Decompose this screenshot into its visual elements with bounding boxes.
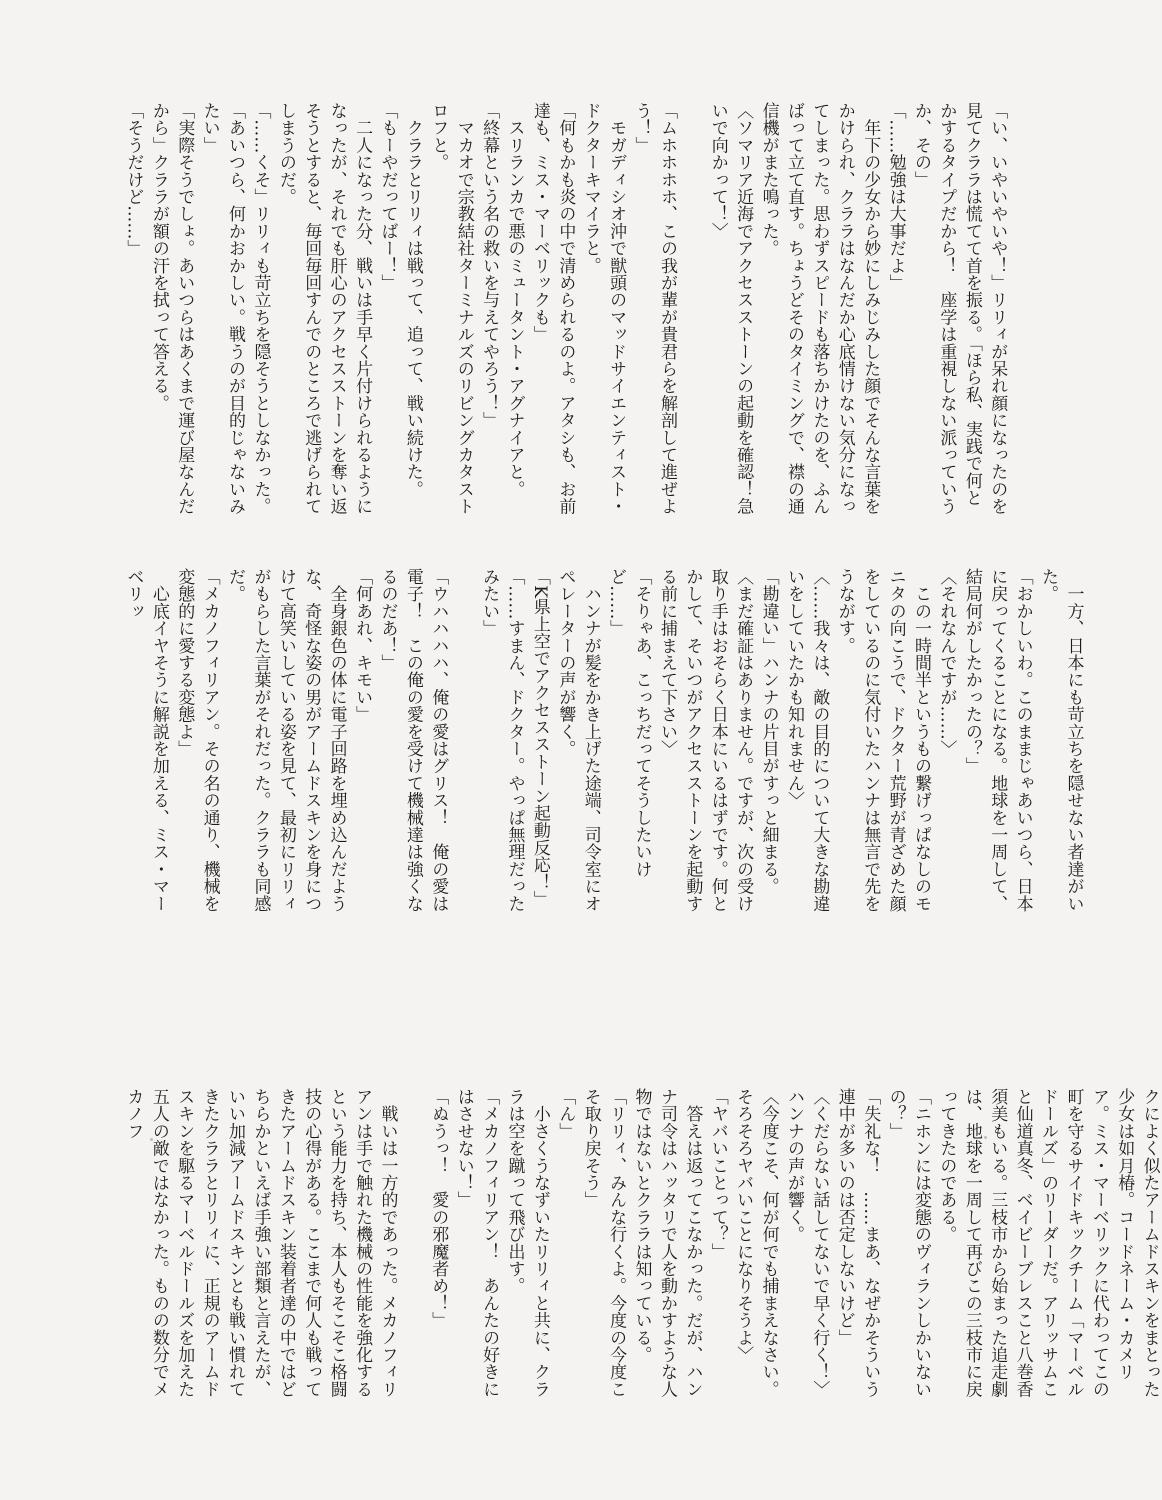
paragraph: 「何あれ、キモい」 [352, 568, 373, 723]
paragraph: 〈くだらない話してないで早く行く！〉ハンナの声が響く。 [783, 1088, 830, 1398]
paragraph: 「何もかも炎の中で清められるのよ。アタシも、お前達も、ミス・マーベリックも」 [529, 102, 576, 515]
paragraph: 「ん」 [555, 1088, 576, 1140]
paragraph: 「そうだけど……」 [123, 102, 144, 257]
paragraph: ハンナが髪をかき上げた途端、司令室にオペレーターの声が響く。 [555, 568, 601, 912]
paragraph: 戦いは一方的であった。メカノフィリアンは手で触れた機械の性能を強化するという能力を持ち、本人もそこそこ格闘技の心得がある。ここまで何人も戦ってきたアームドスキン装着者達の中ではどちらかといえば手強い部類と言えたが、いい加減アームドスキンとも戦い慣れてきたクララとリリィに、正規のアームドスキンを駆るマーベルドールズを加えた五人の敵ではなかった。ものの数分でメカノフ [123, 1088, 398, 1398]
paragraph: 「おかしいわ。このままじゃあいつら、日本に戻ってくることになる。地球を一周して、結局何がしたかったの？」 [961, 568, 1033, 912]
paragraph: 「リリィ、みんな行くよ。今度の今度こそ取り戻そう」 [580, 1088, 627, 1398]
paragraph: スリランカで悪のミュータント・アグナイアと。 [504, 102, 525, 498]
paragraph: 「……すまん、ドクター。やっぱ無理だったみたい」 [479, 568, 525, 912]
paragraph: 「い、いやいやいや！」リリィが呆れ顔になったのを見てクララは慌てて首を振る。「ほら私、実践で何とかするタイプだから！ 座学は重視しない派っていうか、その」 [911, 102, 1008, 515]
paragraph: 「……勉強は大事だよ」 [885, 102, 906, 292]
blank-line [399, 1088, 424, 1408]
paragraph: クによく似たアームドスキンをまとった少女は如月椿。コードネーム・カメリア。ミス・マーベリックに代わってこの町を守るサイドキックチーム「マーベルドールズ」のリーダーだ。アリッサムこと仙道真冬、ベイビーブレスこと八巻香須美もいる。三枝市から始まった追走劇は、地球を一周して再びこの三枝市に戻ってきたのである。 [936, 1088, 1160, 1398]
paragraph: 「実際そうでしょ。あいつらはあくまで運び屋なんだから」クララが額の汗を拭って答える。 [148, 102, 195, 515]
text-tier-middle [120, 568, 1084, 914]
paragraph: 年下の少女から妙にしみじみした顔でそんな言葉をかけられ、クララはなんだか心底情けない気分になってしまった。思わずスピードも落ちかけたのを、ふんばって立て直す。ちょうどそのタイミングで、襟の通信機がまた鳴った。 [758, 102, 881, 515]
paragraph: 小さくうなずいたリリィと共に、クララは空を蹴って飛び出す。 [504, 1088, 550, 1398]
paragraph: 全身銀色の体に電子回路を埋め込んだような、奇怪な姿の男がアームドスキンを身につけて高笑いしている姿を見て、最初にリリィがもらした言葉がそれだった。クララも同感だ。 [225, 568, 347, 912]
vertical-text-block [120, 568, 1085, 914]
paragraph: 「……くそ」リリィも苛立ちを隠そうとしなかった。 [250, 102, 271, 515]
paragraph: 「もーやだってばー！」 [377, 102, 398, 292]
paragraph: 「メカノフィリアン！ あんたの好きにはさせない！」 [453, 1088, 500, 1398]
paragraph: クララとリリィは戦って、追って、戦い続けた。 [402, 102, 423, 498]
paragraph: 「K県上空でアクセスストーン起動反応！」 [529, 568, 550, 908]
paragraph: 〈まだ確証はありません。ですが、次の受け取り手はおそらく日本にいるはずです。何とかして、そいつがアクセスストーンを起動する前に捕まえて下さい〉 [656, 568, 754, 912]
paragraph: 「終幕という名の救いを与えてやろう！」 [479, 102, 500, 429]
paragraph: マカオで宗教結社ターミナルズのリビングカタストロフと。 [428, 102, 474, 515]
paragraph: 「そりゃあ、こっちだってそうしたいけど……」 [606, 568, 652, 878]
text-tier-bottom [120, 1088, 1160, 1408]
paragraph: 「メカノフィリアン。その名の通り、機械を変態的に愛する変態よ」 [174, 568, 220, 912]
paragraph: 〈今度こそ、何が何でも捕まえなさい。そろそろヤバいことになりそうよ〉 [733, 1088, 779, 1398]
paragraph: 二人になった分、戦いは手早く片付けられるようになったが、それでも肝心のアクセスストーンを奪い返そうとすると、毎回毎回すんでのところで逃げられてしまうのだ。 [275, 102, 373, 515]
blank-line [450, 568, 475, 914]
paragraph: 〈……我々は、敵の目的について大きな勘違いをしていたかも知れません〉 [783, 568, 830, 912]
paragraph: 「勘違い」ハンナの片目がすっと細まる。 [758, 568, 779, 895]
paragraph: モガディシオ沖で獣頭のマッドサイエンティスト・ドクターキマイラと。 [580, 102, 627, 515]
paragraph: 「失礼な！ ……まあ、なぜかそういう連中が多いのは否定しないけど」 [834, 1088, 881, 1398]
paragraph: 「ヤバいことって？」 [707, 1088, 728, 1260]
paragraph: 〈それなんですが……〉 [936, 568, 957, 758]
blank-line [679, 102, 704, 518]
text-tier-top [120, 102, 1008, 518]
paragraph: 〈ソマリア近海でアクセスストーンの起動を確認！急いで向かって！〉 [707, 102, 754, 515]
paragraph: 「あいつら、何かおかしい。戦うのが目的じゃないみたい」 [199, 102, 246, 515]
vertical-text-block [120, 102, 1009, 518]
paragraph: 「ウハハハハ、俺の愛はグリス！ 俺の愛は電子！ この俺の愛を受けて機械達は強くなるのだあ！」 [377, 568, 449, 912]
vertical-text-block [120, 1088, 1162, 1408]
paragraph: 心底イヤそうに解説を加える、ミス・マーベリッ [123, 568, 169, 912]
paragraph: 一方、日本にも苛立ちを隠せない者達がいた。 [1038, 568, 1084, 912]
paragraph: 「ぬうっ！ 愛の邪魔者め！」 [428, 1088, 449, 1329]
paragraph: 「ムホホホホ、この我が輩が貴君らを解剖して進ぜよう！」 [631, 102, 677, 515]
paragraph: 「ニホンには変態のヴィランしかいないの？」 [885, 1088, 931, 1398]
paragraph: 答えは返ってこなかった。だが、ハンナ司令はハッタリで人を動かすような人物ではないとクララは知っている。 [631, 1088, 703, 1398]
paragraph: この一時間半というもの繋げっぱなしのモニタの向こうで、ドクター荒野が青ざめた顔をしているのに気付いたハンナは無言で先をうながす。 [834, 568, 931, 912]
